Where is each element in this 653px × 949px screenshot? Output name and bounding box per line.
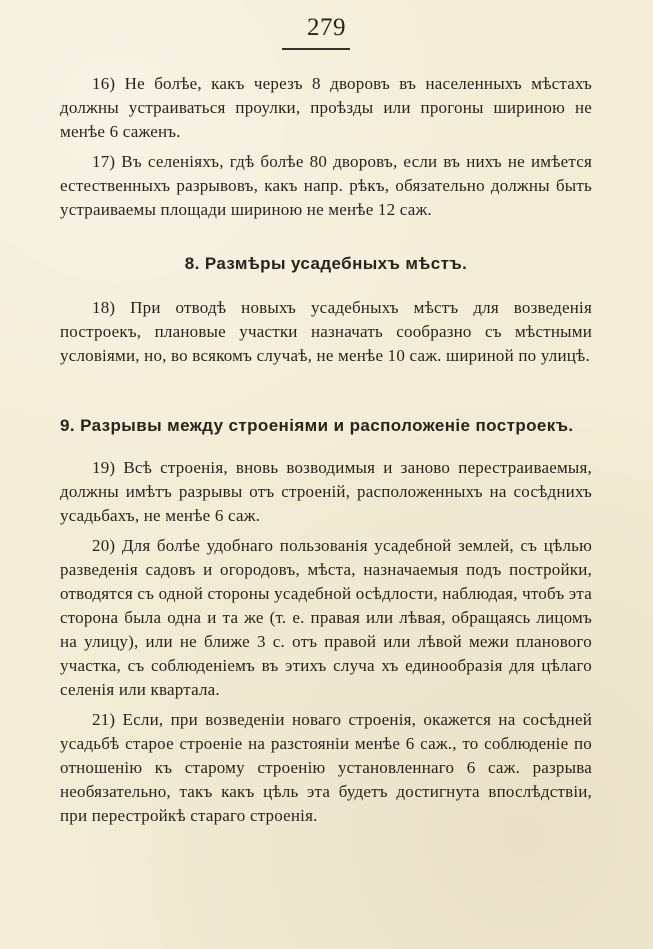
document-body <box>60 72 592 834</box>
paragraph-18: 18) При отводѣ новыхъ усадебныхъ мѣстъ для возведенія построекъ, плановые участки назначать сообразно съ мѣстными условіями, но, во всякомъ случаѣ, не менѣе 10 саж. шириной по улицѣ. <box>60 298 592 365</box>
paragraph-19: 19) Всѣ строенія, вновь возводимыя и заново перестраиваемыя, должны имѣтъ разрывы отъ строеній, расположенныхъ на сосѣднихъ усадьбахъ, не менѣе 6 саж. <box>60 458 592 525</box>
section-heading-8: 8. Размѣры усадебныхъ мѣстъ. <box>184 254 468 273</box>
paragraph-16: 16) Не болѣе, какъ черезъ 8 дворовъ въ населенныхъ мѣстахъ должны устраиваться проулки, проѣзды или прогоны шириною не менѣе 6 саженъ. <box>60 74 592 141</box>
section-heading-9: 9. Разрывы между строеніями и расположеніе построекъ. <box>60 416 574 435</box>
paragraph-20: 20) Для болѣе удобнаго пользованія усадебной землей, съ цѣлью разведенія садовъ и огородовъ, мѣста, назначаемыя подъ постройки, отводятся съ одной стороны усадебной осѣдлости, наблюдая, чтобъ эта сторона была одна и та же (т. е. правая или лѣвая, обращаясь лицомъ на улицу), или не ближе 3 с. отъ правой или лѣвой межи планового участка, съ соблюденіемъ въ этихъ случа хъ единообразія для цѣлаго селенія или квартала. <box>60 536 592 699</box>
page-number: 279 <box>307 14 346 41</box>
page-number-rule <box>282 48 350 50</box>
paragraph-17: 17) Въ селеніяхъ, гдѣ болѣе 80 дворовъ, если въ нихъ не имѣется естественныхъ разрывовъ, какъ напр. рѣкъ, обязательно должны быть устраиваемы площади шириною не менѣе 12 саж. <box>60 152 592 219</box>
paragraph-21: 21) Если, при возведеніи новаго строенія, окажется на сосѣдней усадьбѣ старое строеніе на разстояніи менѣе 6 саж., то соблюденіе по отношенію къ старому строенію установленнаго 6 саж. разрыва необязательно, такъ какъ цѣль эта будетъ достигнута впослѣдствіи, при перестройкѣ стараго строенія. <box>60 710 592 825</box>
